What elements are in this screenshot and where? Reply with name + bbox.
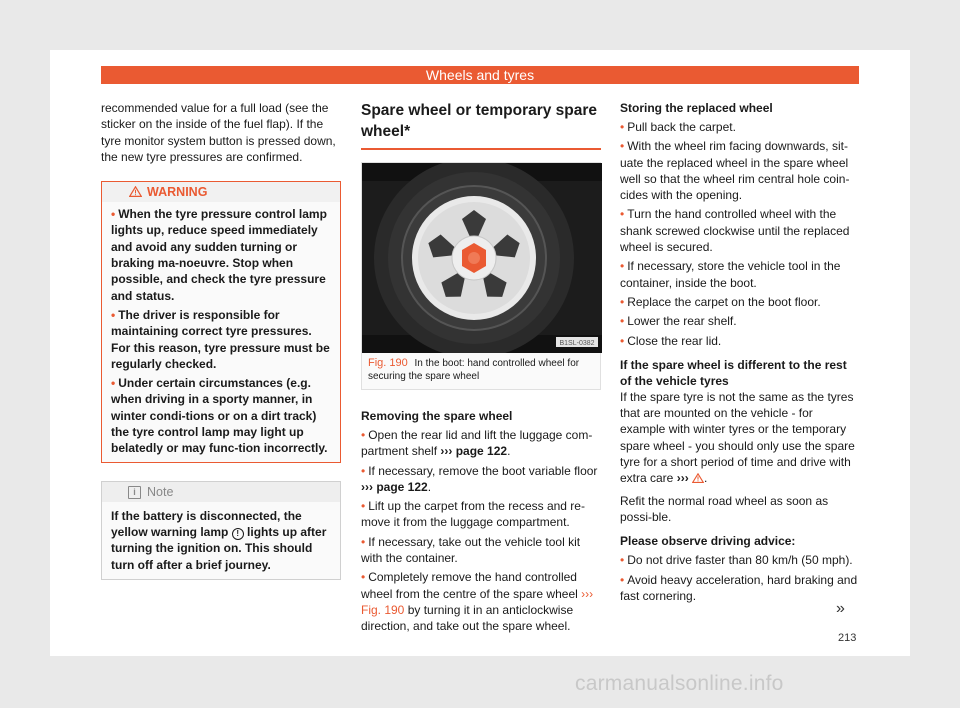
warning-triangle-icon: [692, 473, 704, 483]
tyre-warning-lamp-icon: !: [232, 528, 244, 540]
figure-number: Fig. 190: [368, 357, 408, 369]
page-ref-link[interactable]: ››› page 122: [440, 444, 508, 459]
figure-190: [361, 162, 601, 390]
list-item: • Lower the rear shelf.: [620, 314, 737, 329]
bullet-icon: •: [620, 553, 625, 568]
note-header: [102, 482, 340, 502]
list-item: • Close the rear lid.: [620, 333, 722, 348]
removing-heading: Removing the spare wheel: [361, 409, 513, 423]
bullet-icon: •: [111, 207, 116, 222]
bullet-icon: •: [620, 572, 625, 587]
warning-ref-link[interactable]: ›››: [676, 471, 689, 486]
bullet-icon: •: [620, 139, 625, 154]
list-item: • Pull back the carpet.: [620, 120, 736, 134]
warning-item: • Under certain circumstances (e.g. when driving in a sporty manner, in winter condi-tions or on a dirt track) the tyre control lamp may light up belatedly or may func-tion incorrectly.: [111, 376, 328, 456]
list-item: • If necessary, remove the boot variable floor ››› page 122.: [361, 463, 598, 494]
advice-heading: Please observe driving advice:: [620, 534, 796, 549]
bullet-icon: •: [620, 120, 625, 134]
bullet-icon: •: [620, 259, 625, 274]
column-left: [101, 100, 341, 580]
different-text: If the spare tyre is not the same as the tyres that are mounted on the vehicle - for example with winter tyres or the temporary spare wheel - you should only use the spare tyre for a short period of time and drive with extra care ››› .: [620, 389, 855, 486]
page-number: 213: [838, 632, 857, 644]
bullet-icon: •: [361, 534, 366, 549]
column-middle: [361, 100, 601, 635]
column-right: [620, 100, 860, 604]
warning-triangle-icon: [129, 186, 142, 197]
warning-item: • When the tyre pressure control lamp lights up, reduce speed immediately and avoid any sudden turning or braking ma-noeuvre. Stop when possible, and check the tyre pressure and status.: [111, 207, 327, 303]
refit-text: Refit the normal road wheel as soon as possi-ble.: [620, 493, 829, 524]
spare-wheel-illustration: [362, 163, 602, 353]
list-item: • Replace the carpet on the boot floor.: [620, 294, 821, 309]
list-item: • If necessary, take out the vehicle tool kit with the container.: [361, 534, 581, 566]
list-item: • With the wheel rim facing downwards, sit-uate the replaced wheel in the spare wheel well so that the wheel rim central hole coin-cides with the opening.: [620, 139, 850, 203]
note-box: [101, 481, 341, 580]
page-ref-link[interactable]: ››› page 122: [361, 479, 428, 494]
figure-code: B1SL-0382: [559, 340, 595, 347]
bullet-icon: •: [361, 463, 366, 478]
bullet-icon: •: [620, 207, 625, 222]
list-item: • Completely remove the hand controlled wheel from the centre of the spare wheel ››› Fig. 190 by turning it in an anticlockwise direction, and take out the spare wheel.: [361, 570, 594, 634]
warning-item: • The driver is responsible for maintaining correct tyre pressures. For this reason, tyre pressure must be regularly checked.: [111, 307, 330, 371]
watermark: carmanualsonline.info: [575, 672, 784, 695]
running-header: Wheels and tyres: [101, 66, 859, 84]
section-title: Spare wheel or temporary spare wheel*: [361, 100, 601, 150]
list-item: • Do not drive faster than 80 km/h (50 mph).: [620, 553, 853, 568]
list-item: • Lift up the carpet from the recess and re-move it from the luggage compartment.: [361, 499, 585, 530]
list-item: • Avoid heavy acceleration, hard braking and fast cornering.: [620, 572, 858, 603]
figure-caption: [362, 353, 600, 389]
bullet-icon: •: [111, 376, 116, 391]
different-heading: If the spare wheel is different to the rest of the vehicle tyres: [620, 357, 847, 388]
note-text: If the battery is disconnected, the yellow warning lamp ! lights up after turning the ignition on. This should turn off after a brief journey.: [111, 508, 327, 572]
bullet-icon: •: [620, 294, 625, 309]
list-item: • Open the rear lid and lift the luggage com-partment shelf ››› page 122.: [361, 428, 593, 459]
bullet-icon: •: [361, 428, 366, 442]
warning-header: [102, 182, 340, 202]
info-icon: i: [128, 486, 141, 499]
continued-marker: »: [836, 600, 845, 617]
list-item: • Turn the hand controlled wheel with the shank screwed clockwise until the replaced wheel is secured.: [620, 207, 850, 255]
bullet-icon: •: [361, 499, 366, 514]
bullet-icon: •: [361, 570, 366, 585]
intro-paragraph: recommended value for a full load (see the sticker on the inside of the fuel flap). If the tyre monitor system button is pressed down, the new tyre pressures are confirmed.: [101, 101, 336, 164]
list-item: • If necessary, store the vehicle tool in the container, inside the boot.: [620, 259, 841, 290]
storing-heading: Storing the replaced wheel: [620, 101, 773, 115]
warning-label: WARNING: [147, 185, 208, 200]
warning-box: [101, 181, 341, 462]
figure-caption-text: In the boot: hand controlled wheel for securing the spare wheel: [368, 358, 580, 382]
note-label: Note: [147, 484, 174, 499]
figure-ref-link[interactable]: ››› Fig. 190: [361, 586, 594, 617]
bullet-icon: •: [620, 333, 625, 348]
bullet-icon: •: [620, 314, 625, 329]
bullet-icon: •: [111, 307, 116, 322]
